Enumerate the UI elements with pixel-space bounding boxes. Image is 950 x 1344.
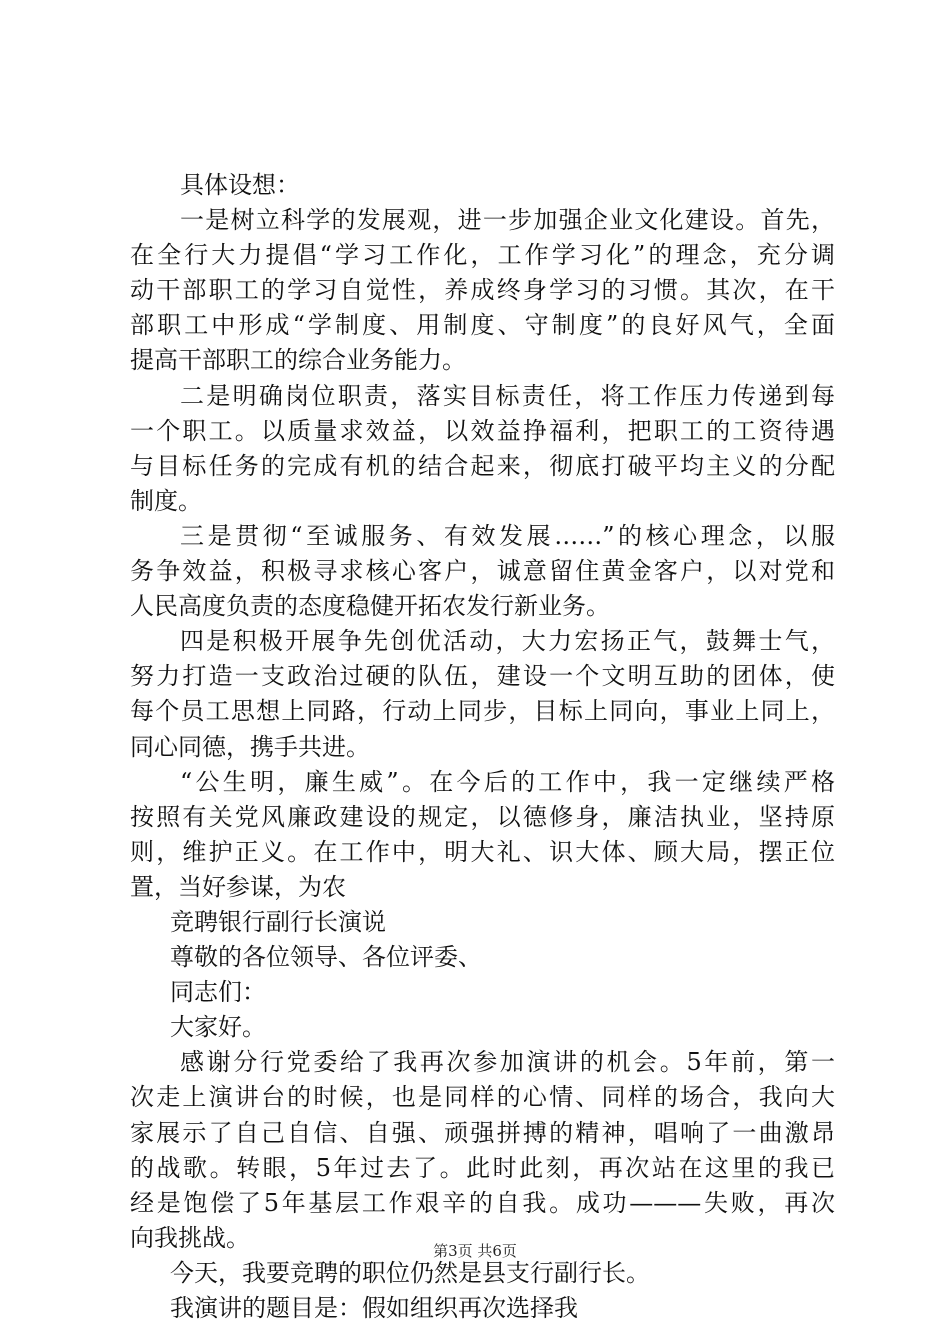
text-line: 动干部职工的学习自觉性，养成终身学习的习惯。其次，在干 xyxy=(130,276,835,305)
text-line: 今天，我要竞聘的职位仍然是县支行副行长。 xyxy=(170,1258,650,1287)
text-line: 具体设想： xyxy=(180,171,300,199)
text-line: 与目标任务的完成有机的结合起来，彻底打破平均主义的分配 xyxy=(130,451,835,480)
text-line: 家展示了自己自信、自强、顽强拼搏的精神，唱响了一曲激昂 xyxy=(130,1118,835,1147)
text-line: 人民高度负责的态度稳健开拓农发行新业务。 xyxy=(130,592,610,621)
text-line: 二是明确岗位职责，落实目标责任，将工作压力传递到每 xyxy=(180,381,835,410)
text-line: 置，当好参谋，为农 xyxy=(130,872,346,901)
text-line: 制度。 xyxy=(130,486,202,515)
text-line: 提高干部职工的综合业务能力。 xyxy=(130,346,466,375)
text-line: 则，维护正义。在工作中，明大礼、识大体、顾大局，摆正位 xyxy=(130,837,835,866)
text-line: 感谢分行党委给了我再次参加演讲的机会。5年前，第一 xyxy=(180,1048,835,1077)
speech-title: 竞聘银行副行长演说 xyxy=(170,907,386,936)
text-line: 一是树立科学的发展观，进一步加强企业文化建设。首先， xyxy=(180,206,835,235)
text-line: 四是积极开展争先创优活动，大力宏扬正气，鼓舞士气， xyxy=(180,627,835,656)
text-line: 三是贯彻“至诚服务、有效发展……”的核心理念，以服 xyxy=(180,521,835,550)
text-line: 每个员工思想上同路，行动上同步，目标上同向，事业上同上， xyxy=(130,697,835,726)
text-line: 按照有关党风廉政建设的规定，以德修身，廉洁执业，坚持原 xyxy=(130,802,835,831)
text-line: 同志们： xyxy=(170,978,266,1007)
document-body xyxy=(130,168,835,1326)
text-line: 务争效益，积极寻求核心客户，诚意留住黄金客户，以对党和 xyxy=(130,557,835,586)
text-line: 努力打造一支政治过硬的队伍，建设一个文明互助的团体，使 xyxy=(130,662,835,691)
text-line: 经是饱偿了5年基层工作艰辛的自我。成功———失败，再次 xyxy=(130,1188,835,1217)
text-line: 部职工中形成“学制度、用制度、守制度”的良好风气，全面 xyxy=(130,311,835,340)
text-line: 的战歌。转眼，5年过去了。此时此刻，再次站在这里的我已 xyxy=(130,1153,835,1182)
text-line: 一个职工。以质量求效益，以效益挣福利，把职工的工资待遇 xyxy=(130,416,835,445)
text-line: 同心同德，携手共进。 xyxy=(130,732,370,761)
text-line: 在全行大力提倡“学习工作化，工作学习化”的理念，充分调 xyxy=(130,241,835,270)
text-line: 我演讲的题目是：假如组织再次选择我 xyxy=(170,1294,578,1322)
text-line: 次走上演讲台的时候，也是同样的心情、同样的场合，我向大 xyxy=(130,1083,835,1112)
text-line: 大家好。 xyxy=(170,1013,266,1042)
text-line: 向我挑战。 xyxy=(130,1223,250,1252)
page-number-footer: 第3页 共6页 xyxy=(433,1242,517,1260)
text-line: “公生明，廉生威”。在今后的工作中，我一定继续严格 xyxy=(180,767,835,796)
text-line: 尊敬的各位领导、各位评委、 xyxy=(170,943,482,972)
